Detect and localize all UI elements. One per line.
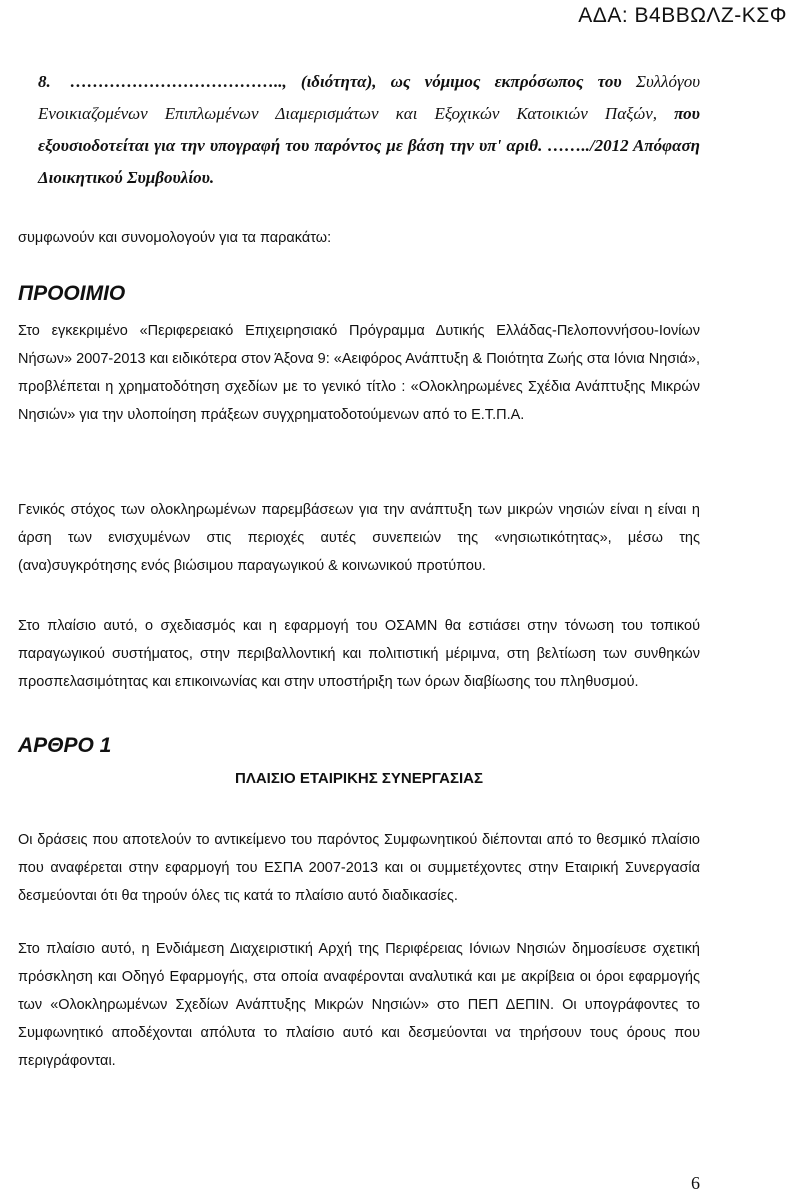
agreement-line: συμφωνούν και συνομολογούν για τα παρακάτω: xyxy=(18,230,332,246)
page-number: 6 xyxy=(691,1173,700,1193)
party-representative: ……………………………….., (ιδιότητα), ως νόμιμος εκπρόσωπος του xyxy=(70,72,622,91)
preamble-heading: ΠΡΟΟΙΜΙΟ xyxy=(18,282,126,305)
article-1-title: ΠΛΑΙΣΙΟ ΕΤΑΙΡΙΚΗΣ ΣΥΝΕΡΓΑΣΙΑΣ xyxy=(235,770,483,787)
article-1-heading: ΑΡΘΡΟ 1 xyxy=(18,734,112,757)
preamble-paragraph-2: Γενικός στόχος των ολοκληρωμένων παρεμβάσεων για την ανάπτυξη των μικρών νησιών είναι η είναι η άρση των ενισχυμένων στις περιοχές αυτές συνεπειών της «νησιωτικότητας», μέσω της (ανα)συγκρότησης ενός βιώσιμου παραγωγικού & κοινωνικού προτύπου. xyxy=(18,502,700,574)
party-authorization: που εξουσιοδοτείται για την υπογραφή του παρόντος με βάση την υπ' αριθ. ……../2012 Απόφαση Διοικητικού Συμβουλίου. xyxy=(38,104,701,187)
party-association-name: Συλλόγου Ενοικιαζομένων Επιπλωμένων Διαμερισμάτων και Εξοχικών Κατοικιών Παξών, xyxy=(38,72,700,123)
ada-code: ΑΔΑ: Β4ΒΒΩΛΖ-ΚΣΦ xyxy=(578,4,787,27)
article-1-paragraph-2: Στο πλαίσιο αυτό, η Ενδιάμεση Διαχειριστική Αρχή της Περιφέρειας Ιόνιων Νησιών δημοσίευσε σχετική πρόσκληση και Οδηγό Εφαρμογής, στα οποία αναφέρονται αναλυτικά και με ακρίβεια οι όροι εφαρμογής των «Ολοκληρωμένων Σχεδίων Ανάπτυξης Μικρών Νησιών» στο ΠΕΠ ΔΕΠΙΝ. Οι υπογράφοντες το Συμφωνητικό αποδέχονται απόλυτα το πλαίσιο αυτό και δεσμεύονται να τηρήσουν τους όρους που περιγράφονται. xyxy=(18,941,700,1069)
preamble-paragraph-1: Στο εγκεκριμένο «Περιφερειακό Επιχειρησιακό Πρόγραμμα Δυτικής Ελλάδας-Πελοποννήσου-Ιονίων Νήσων» 2007-2013 και ειδικότερα στον Άξονα 9: «Αειφόρος Ανάπτυξη & Ποιότητα Ζωής στα Ιόνια Νησιά», προβλέπεται η χρηματοδότηση σχεδίων με το γενικό τίτλο : «Ολοκληρωμένες Σχέδια Ανάπτυξης Μικρών Νησιών» για την υλοποίηση πράξεων συγχρηματοδοτούμενων από το Ε.Τ.Π.Α. xyxy=(18,323,700,423)
article-1-paragraph-1: Οι δράσεις που αποτελούν το αντικείμενο του παρόντος Συμφωνητικού διέπονται από το θεσμικό πλαίσιο που αναφέρεται στην εφαρμογή του ΕΣΠΑ 2007-2013 και οι συμμετέχοντες στην Εταιρική Συνεργασία δεσμεύονται ότι θα τηρούν όλες τις κατά το πλαίσιο αυτό διαδικασίες. xyxy=(18,832,700,904)
party-number: 8. xyxy=(38,72,51,91)
party-8-paragraph xyxy=(38,66,700,194)
preamble-paragraph-3: Στο πλαίσιο αυτό, ο σχεδιασμός και η εφαρμογή του ΟΣΑΜΝ θα εστιάσει στην τόνωση του τοπικού παραγωγικού συστήματος, στην περιβαλλοντική και πολιτιστική μέριμνα, στη βελτίωση των συνθηκών προσπελασιμότητας και επικοινωνίας και στην υποστήριξη των όρων διαβίωσης του πληθυσμού. xyxy=(18,618,700,690)
